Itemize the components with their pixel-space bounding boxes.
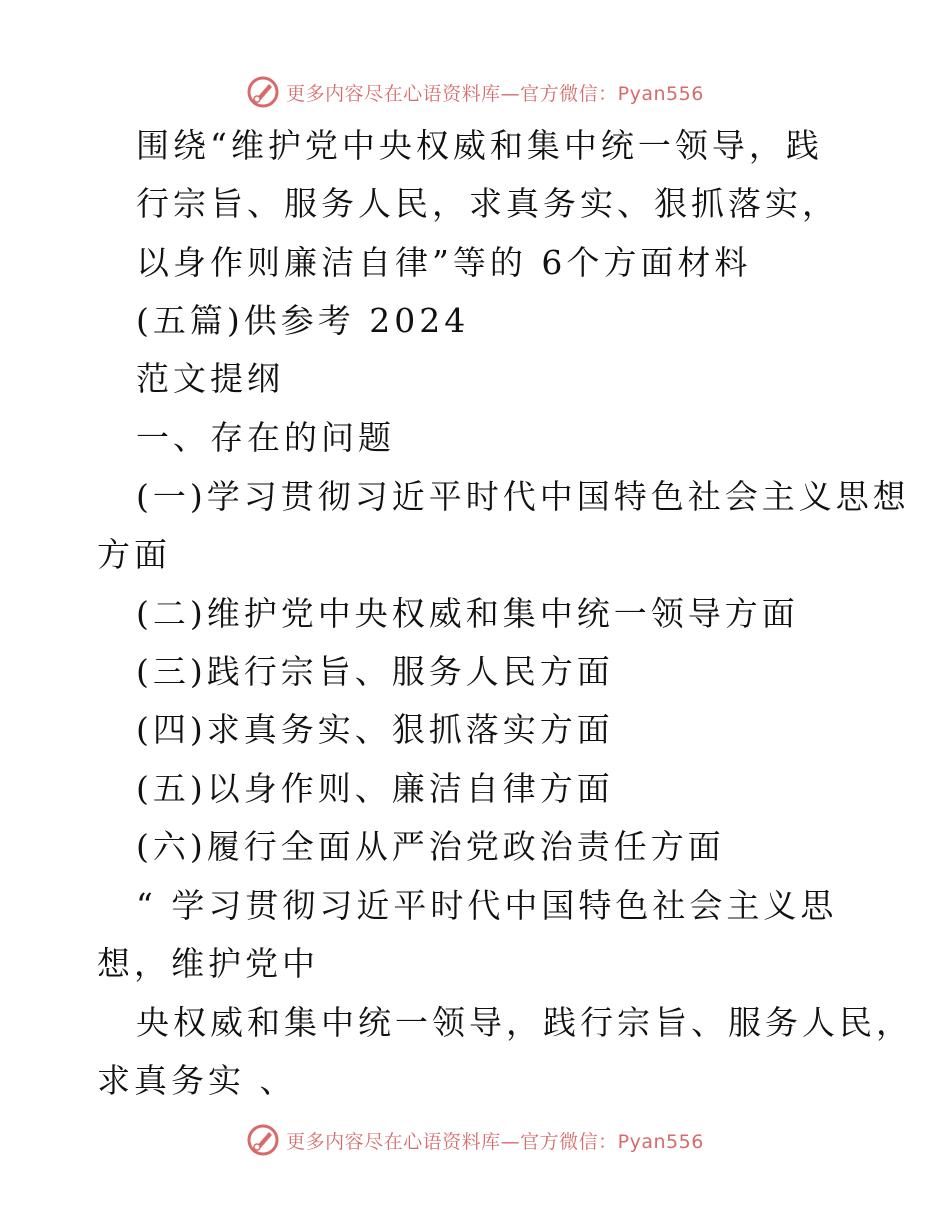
title-line-2: 行宗旨、服务人民，求真务实、狠抓落实， <box>136 184 839 223</box>
pen-seal-icon <box>246 1123 280 1157</box>
list-item-2: (二)维护党中央权威和集中统一领导方面 <box>136 594 799 633</box>
body-line-4: 求真务实 、 <box>97 1061 297 1100</box>
body-line-1: “ 学习贯彻习近平时代中国特色社会主义思 <box>136 886 838 925</box>
body-line-3: 央权威和集中统一领导，践行宗旨、服务人民， <box>136 1003 913 1042</box>
watermark-text: 更多内容尽在心语资料库—官方微信：Pyan556 <box>286 1130 704 1153</box>
list-item-3: (三)践行宗旨、服务人民方面 <box>136 652 614 691</box>
list-item-1: (一)学习贯彻习近平时代中国特色社会主义思想 <box>136 477 910 516</box>
title-line-4: (五篇)供参考 2024 <box>136 301 470 340</box>
body-line-2: 想，维护党中 <box>97 944 319 983</box>
title-line-3: 以身作则廉洁自律”等的 6个方面材料 <box>136 243 752 282</box>
list-item-5: (五)以身作则、廉洁自律方面 <box>136 769 614 808</box>
outline-heading: 范文提纲 <box>136 359 284 398</box>
list-item-1-cont: 方面 <box>97 535 171 574</box>
pen-seal-icon <box>246 75 280 109</box>
watermark-text: 更多内容尽在心语资料库—官方微信：Pyan556 <box>286 82 704 105</box>
list-item-4: (四)求真务实、狠抓落实方面 <box>136 710 614 749</box>
list-item-6: (六)履行全面从严治党政治责任方面 <box>136 827 725 866</box>
title-line-1: 围绕“维护党中央权威和集中统一领导，践 <box>136 126 823 165</box>
section-heading: 一、存在的问题 <box>136 418 395 457</box>
watermark-footer <box>0 1118 950 1162</box>
watermark-header <box>0 70 950 114</box>
